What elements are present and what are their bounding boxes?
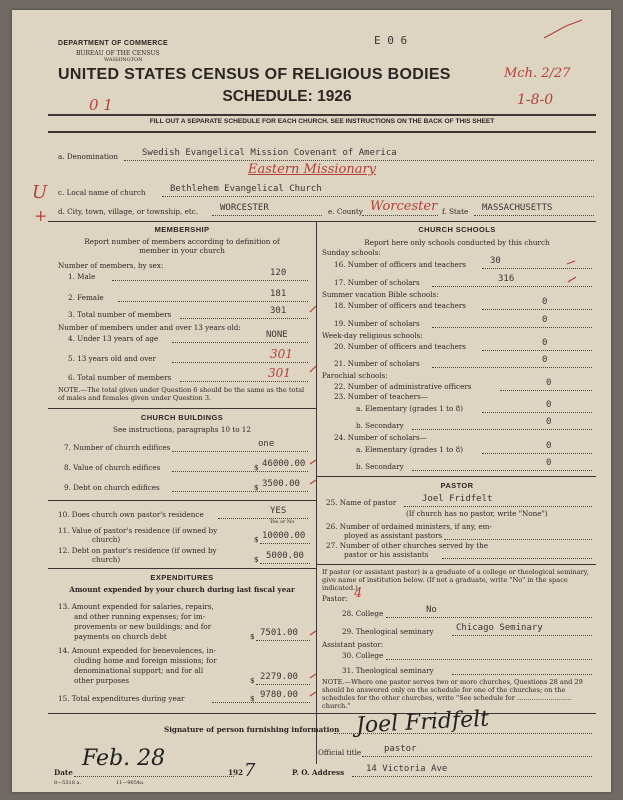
q2-label: 2. Female: [68, 293, 104, 302]
q27-label-2: pastor or his assistants: [344, 550, 429, 559]
check-mark-q17: [568, 277, 576, 282]
q24a-value: 0: [546, 441, 552, 451]
q16-value: 30: [490, 256, 501, 266]
q5-value: 301: [270, 347, 293, 361]
q28-label: 28. College: [342, 609, 384, 618]
q24b-label: b. Secondary: [356, 462, 404, 471]
check-mark-q6: [310, 366, 316, 372]
q24a-label: a. Elementary (grades 1 to 8): [356, 445, 463, 454]
q12-value: 5000.00: [266, 551, 304, 561]
check-mark-q16: [567, 261, 575, 264]
state-label: f. State: [442, 207, 469, 216]
handwritten-date: Mch. 2/27: [504, 66, 571, 81]
q9-dollar: $: [254, 483, 259, 492]
q25-label: 25. Name of pastor: [326, 498, 397, 507]
signature: Joel Fridfelt: [355, 706, 490, 739]
q29-label: 29. Theological seminary: [342, 627, 434, 636]
q14-line-3: denominational support; and for all: [74, 666, 204, 675]
check-mark-q14: [310, 674, 316, 678]
pastor-heading: PASTOR: [440, 481, 474, 490]
assistant-sublabel: Assistant pastor:: [322, 640, 384, 649]
q7-label: 7. Number of church edifices: [64, 443, 171, 452]
q4-label: 4. Under 13 years of age: [68, 334, 159, 343]
q2-value: 181: [270, 289, 287, 299]
age-heading: Number of members under and over 13 years old:: [58, 323, 241, 332]
pastor-mark: 4: [354, 586, 363, 601]
date-value: Feb. 28: [82, 746, 166, 771]
handwritten-code-left: 0 1: [89, 96, 113, 114]
schools-sub: Report here only schools conducted by this church: [364, 238, 550, 247]
q13-line-4: payments on church debt: [74, 632, 167, 641]
print-code: 8—5518 a.: [54, 780, 82, 786]
q17-value: 316: [498, 274, 515, 284]
county-label: e. County: [328, 207, 363, 216]
q22-value: 0: [546, 378, 552, 388]
by-sex-heading: Number of members, by sex:: [58, 261, 164, 270]
q13-dollar: $: [250, 632, 255, 641]
bureau-city: WASHINGTON: [104, 57, 143, 63]
q3-label: 3. Total number of members: [68, 310, 172, 319]
q23b-value: 0: [546, 417, 552, 427]
q9-value: 3500.00: [262, 479, 300, 489]
q4-value: NONE: [266, 330, 288, 340]
q27-label-1: 27. Number of other churches served by the: [326, 541, 489, 550]
q1-value: 120: [270, 268, 287, 278]
check-mark-q9: [310, 480, 316, 484]
q14-dollar: $: [250, 676, 255, 685]
q19-label: 19. Number of scholars: [334, 319, 420, 328]
state-value: MASSACHUSETTS: [482, 203, 553, 213]
q29-value: Chicago Seminary: [456, 623, 543, 633]
q13-value: 7501.00: [260, 628, 298, 638]
q10-value: YES: [270, 506, 287, 516]
q8-label: 8. Value of church edifices: [64, 463, 161, 472]
date-label: Date: [54, 768, 73, 777]
buildings-heading: CHURCH BUILDINGS: [140, 413, 224, 422]
census-schedule-sheet: [12, 10, 611, 792]
city-value: WORCESTER: [220, 203, 269, 213]
margin-mark: U: [32, 182, 48, 203]
q21-label: 21. Number of scholars: [334, 359, 420, 368]
handwritten-code: 1-8-0: [517, 92, 554, 108]
margin-plus: +: [34, 206, 48, 225]
q31-label: 31. Theological seminary: [342, 666, 434, 675]
q15-value: 9780.00: [260, 690, 298, 700]
q7-value: one: [258, 439, 275, 449]
q11-label-2: church): [92, 535, 121, 544]
q8-dollar: $: [254, 463, 259, 472]
membership-sub2: member in your church: [139, 246, 225, 255]
q30-label: 30. College: [342, 651, 384, 660]
q23a-value: 0: [546, 400, 552, 410]
form-instruction: FILL OUT A SEPARATE SCHEDULE FOR EACH CHURCH. SEE INSTRUCTIONS ON THE BACK OF THIS SHEET: [149, 118, 495, 125]
denomination-label: a. Denomination: [58, 152, 118, 161]
county-value: Worcester: [370, 199, 438, 214]
weekday-heading: Week-day religious schools:: [322, 331, 423, 340]
q12-label-2: church): [92, 555, 121, 564]
q22-label: 22. Number of administrative officers: [334, 382, 472, 391]
q21-value: 0: [542, 355, 548, 365]
q3-value: 301: [270, 306, 287, 316]
q23b-label: b. Secondary: [356, 421, 404, 430]
bureau-name: BUREAU OF THE CENSUS: [76, 50, 160, 57]
q18-label: 18. Number of officers and teachers: [334, 301, 466, 310]
q1-label: 1. Male: [68, 272, 96, 281]
q20-label: 20. Number of officers and teachers: [334, 342, 466, 351]
q14-line-1: 14. Amount expended for benevolences, in-: [58, 646, 216, 655]
q24b-value: 0: [546, 458, 552, 468]
denomination-handwritten: Eastern Missionary: [248, 162, 377, 177]
print-code-2: 11—9054a: [116, 780, 144, 786]
q6-label: 6. Total number of members: [68, 373, 172, 382]
check-mark-q13: [310, 631, 316, 635]
q11-value: 10000.00: [262, 531, 306, 541]
q23-label: 23. Number of teachers—: [334, 392, 428, 401]
q12-label-1: 12. Debt on pastor's residence (if owned by: [58, 546, 217, 555]
pastor-sublabel: Pastor:: [322, 594, 348, 603]
vacation-heading: Summer vacation Bible schools:: [322, 290, 439, 299]
address-label: P. O. Address: [292, 768, 345, 777]
stamp-number: E 0 6: [374, 34, 408, 47]
q13-line-2: and other running expenses; for im-: [74, 612, 206, 621]
address-value: 14 Victoria Ave: [366, 764, 448, 774]
q11-label-1: 11. Value of pastor's residence (if owned by: [58, 526, 218, 535]
graduate-note: If pastor (or assistant pastor) is a graduate of a college or theological seminary, give name of institution below. (If not a graduate, write "No" in the space indicated.): [322, 568, 589, 592]
local-name-value: Bethlehem Evangelical Church: [170, 184, 322, 194]
check-mark-q3: [310, 306, 316, 312]
form-title: UNITED STATES CENSUS OF RELIGIOUS BODIES: [58, 66, 451, 83]
q11-dollar: $: [254, 535, 259, 544]
red-check-marks: [12, 10, 611, 792]
schedule-title: SCHEDULE: 1926: [222, 88, 352, 105]
q20-value: 0: [542, 338, 548, 348]
q24-label: 24. Number of scholars—: [334, 433, 427, 442]
q17-label: 17. Number of scholars: [334, 278, 420, 287]
q14-value: 2279.00: [260, 672, 298, 682]
q23a-label: a. Elementary (grades 1 to 8): [356, 404, 463, 413]
q14-line-2: cluding home and foreign missions; for: [74, 656, 217, 665]
check-mark-q8: [310, 460, 316, 464]
buildings-sub: See instructions, paragraphs 10 to 12: [113, 425, 251, 434]
q25-value: Joel Fridfelt: [422, 494, 493, 504]
multiple-churches-note: NOTE.—Where one pastor serves two or more churches, Questions 28 and 29 should be answered only on the schedule for one of the churches; on the schedules for the other churches, write "See schedule for .......................... church.": [322, 678, 583, 710]
q8-value: 46000.00: [262, 459, 306, 469]
q15-dollar: $: [250, 694, 255, 703]
q26-label-1: 26. Number of ordained ministers, if any, em-: [326, 522, 492, 531]
denomination-value: Swedish Evangelical Mission Covenant of America: [142, 148, 397, 158]
year-prefix: 192: [228, 768, 244, 777]
signature-label: Signature of person furnishing information: [164, 725, 340, 734]
q25-note: (If church has no pastor, write "None"): [406, 509, 548, 518]
q10-label: 10. Does church own pastor's residence: [58, 510, 204, 519]
q12-dollar: $: [254, 555, 259, 564]
q9-label: 9. Debt on church edifices: [64, 483, 160, 492]
city-label: d. City, town, village, or township, etc.: [58, 207, 199, 216]
q15-label: 15. Total expenditures during year: [58, 694, 185, 703]
official-title-value: pastor: [384, 744, 417, 754]
q26-label-2: ployed as assistant pastors: [344, 531, 443, 540]
q14-line-4: other purposes: [74, 676, 130, 685]
expenditures-sub: Amount expended by your church during last fiscal year: [69, 585, 295, 594]
q19-value: 0: [542, 315, 548, 325]
membership-heading: MEMBERSHIP: [154, 225, 210, 234]
membership-note: NOTE.—The total given under Question 6 should be the same as the total of males and females given under Question 3.: [58, 386, 305, 402]
q6-value: 301: [268, 366, 291, 380]
q28-value: No: [426, 605, 437, 615]
q10-yes-no-hint: Yes or No: [270, 519, 295, 525]
q13-line-3: provements or new buildings; and for: [74, 622, 212, 631]
official-title-label: Official title: [318, 748, 362, 757]
department-name: DEPARTMENT OF COMMERCE: [58, 40, 168, 47]
sunday-heading: Sunday schools:: [322, 248, 381, 257]
corner-mark: [544, 20, 582, 38]
q16-label: 16. Number of officers and teachers: [334, 260, 466, 269]
membership-sub1: Report number of members according to definition of: [84, 237, 280, 246]
parochial-heading: Parochial schools:: [322, 371, 388, 380]
expenditures-heading: EXPENDITURES: [150, 573, 214, 582]
q18-value: 0: [542, 297, 548, 307]
year-suffix: 7: [244, 760, 256, 781]
local-name-label: c. Local name of church: [58, 188, 146, 197]
schools-heading: CHURCH SCHOOLS: [418, 225, 496, 234]
q5-label: 5. 13 years old and over: [68, 354, 156, 363]
check-mark-q15: [310, 692, 316, 696]
q13-line-1: 13. Amount expended for salaries, repairs,: [58, 602, 214, 611]
